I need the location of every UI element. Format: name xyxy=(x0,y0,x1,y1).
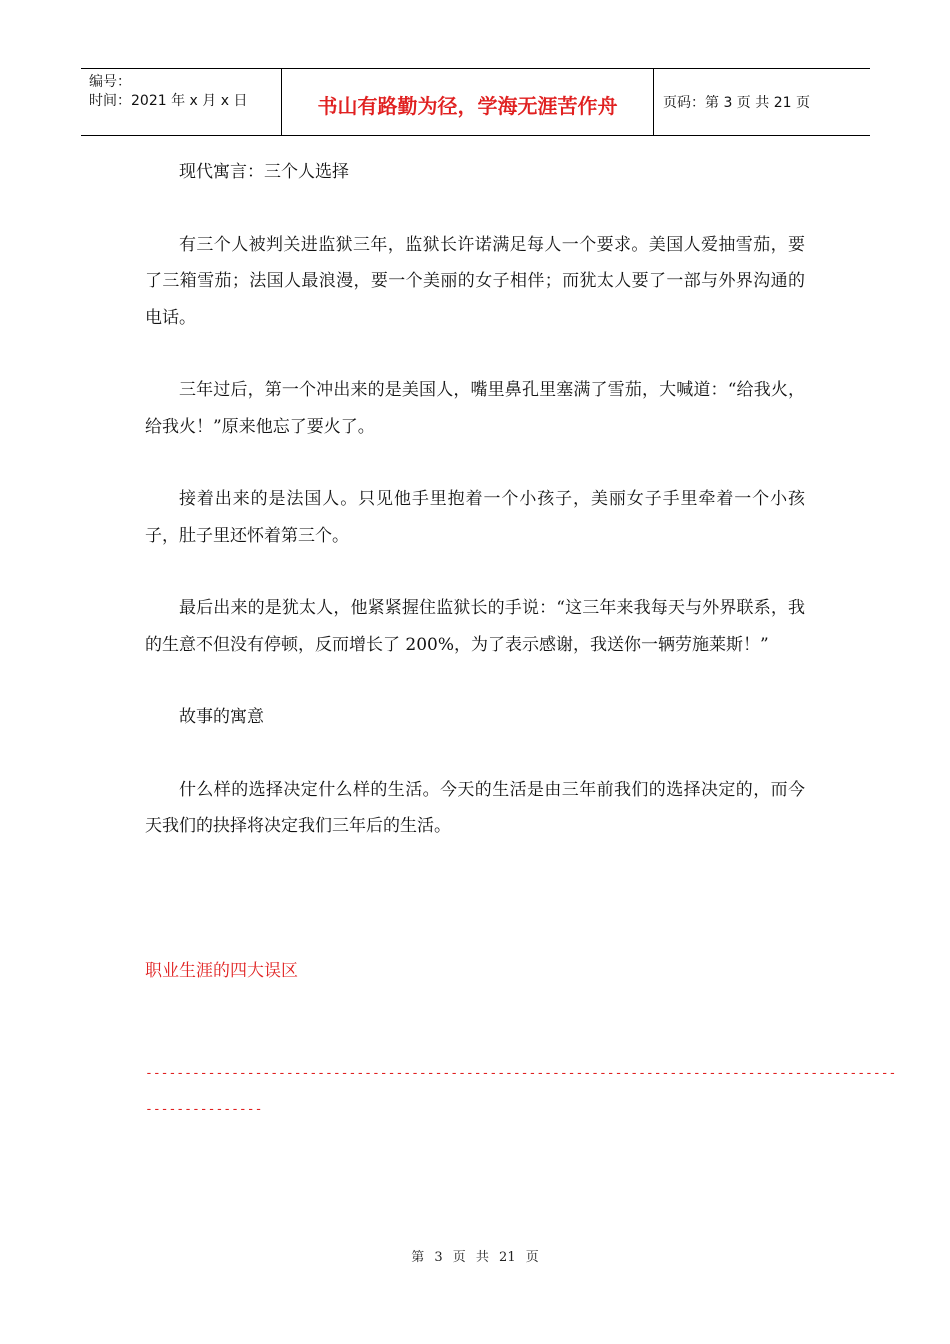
page-footer: 第 3 页 共 21 页 xyxy=(411,1250,539,1265)
moral-heading: 故事的寓意 xyxy=(179,707,264,727)
page-header xyxy=(81,68,870,136)
paragraph: 三年过后，第一个冲出来的是美国人，嘴里鼻孔里塞满了雪茄，大喊道：“给我火，给我火！”原来他忘了要火了。 xyxy=(145,380,805,437)
dashed-separator: ------------------------------------------------------------------------------------------------ xyxy=(145,1066,897,1081)
paragraph: 有三个人被判关进监狱三年，监狱长许诺满足每人一个要求。美国人爱抽雪茄，要了三箱雪茄；法国人最浪漫，要一个美丽的女子相伴；而犹太人要了一部与外界沟通的电话。 xyxy=(145,234,805,328)
dashed-separator-tail: --------------- xyxy=(145,1102,263,1117)
document-number-label: 编号： xyxy=(89,74,131,90)
document-date-label: 时间：2021 年 x 月 x 日 xyxy=(89,93,248,109)
document-body xyxy=(145,154,805,881)
header-motto: 书山有路勤为径，学海无涯苦作舟 xyxy=(282,69,654,135)
header-meta-cell xyxy=(81,69,282,135)
section-heading-red: 职业生涯的四大误区 xyxy=(145,961,298,981)
paragraph: 接着出来的是法国人。只见他手里抱着一个小孩子，美丽女子手里牵着一个小孩子，肚子里还怀着第三个。 xyxy=(145,489,805,546)
header-page-info: 页码：第 3 页 共 21 页 xyxy=(663,95,810,111)
paragraph: 最后出来的是犹太人，他紧紧握住监狱长的手说：“这三年来我每天与外界联系，我的生意不但没有停顿，反而增长了 200%，为了表示感谢，我送你一辆劳施莱斯！” xyxy=(145,598,805,655)
story-title: 现代寓言：三个人选择 xyxy=(179,162,349,182)
paragraph: 什么样的选择决定什么样的生活。今天的生活是由三年前我们的选择决定的，而今天我们的抉择将决定我们三年后的生活。 xyxy=(145,779,805,836)
